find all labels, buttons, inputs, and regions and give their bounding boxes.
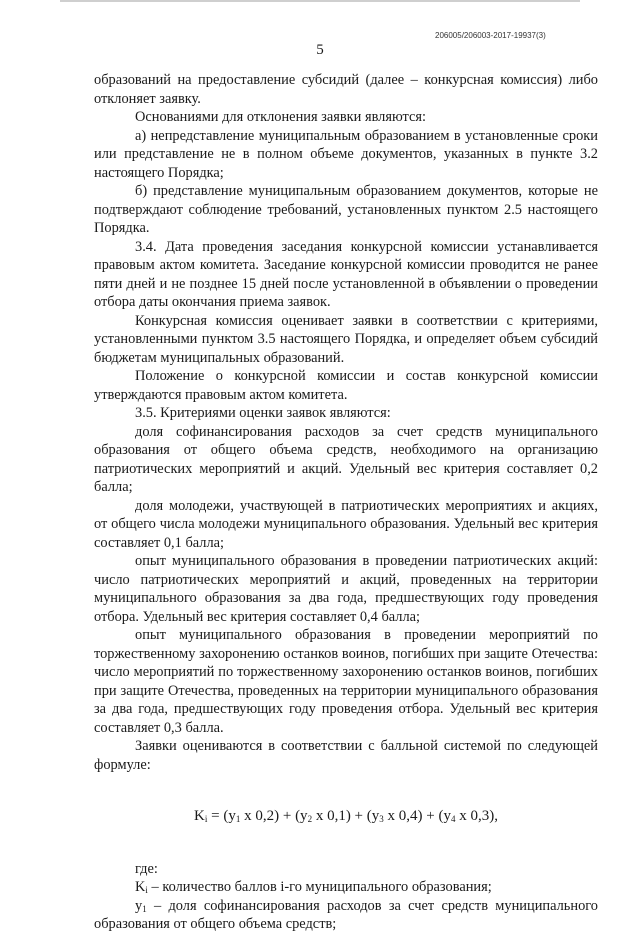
document-id: 206005/206003-2017-19937(3) bbox=[435, 31, 546, 40]
paragraph-item-a: а) непредставление муниципальным образованием в установленные сроки или представление не в полном объеме документов, указанных в пункте 3.2 настоящего Порядка; bbox=[94, 127, 598, 181]
score-formula: $K_i = (y_1$ x $0,2) + (y_2$ x $0,1) + (y_3$ x $0,4) + (y_4$ x 0,3), bbox=[194, 808, 498, 824]
paragraph-commission-regulation: Положение о конкурсной комиссии и состав конкурсной комиссии утверждаются правовым актом комитета. bbox=[94, 368, 598, 403]
paragraph-criterion-1: доля софинансирования расходов за счет средств муниципального образования от общего объема средств, необходимого на организацию патриотических мероприятий и акций. Удельный вес критерия составляет 0,2 балла; bbox=[94, 423, 598, 495]
definition-k: $K_i$ – количество баллов i-го муниципального образования; bbox=[135, 879, 492, 895]
scan-top-edge bbox=[60, 0, 580, 2]
paragraph-criterion-4: опыт муниципального образования в проведении мероприятий по торжественному захоронению останков воинов, погибших при защите Отечества: число мероприятий по торжественному захоронению останков воинов, погибших при защите Отечества, проведенных на территории муниципального образования за два года, предшествующих году проведения отбора. Удельный вес критерия составляет 0,3 балла. bbox=[94, 627, 598, 736]
definition-y1: $y_1$ – доля софинансирования расходов за счет средств муниципального образования от общего объема средств; bbox=[94, 897, 598, 932]
paragraph-criterion-3: опыт муниципального образования в проведении патриотических акций: число патриотических мероприятий и акций, проведенных на территории муниципального образования за два года, предшествующих году проведения отбора. Удельный вес критерия составляет 0,4 балла; bbox=[94, 553, 598, 625]
paragraph-3-5: 3.5. Критериями оценки заявок являются: bbox=[135, 405, 391, 421]
paragraph-continuation: образований на предоставление субсидий (далее – конкурсная комиссия) либо отклоняет заявку. bbox=[94, 72, 598, 107]
paragraph-3-4: 3.4. Дата проведения заседания конкурсной комиссии устанавливается правовым актом комитета. Заседание конкурсной комиссии проводится не ранее пяти дней и не позднее 15 дней после установленной в объявлении о проведении отбора даты окончания приема заявок. bbox=[94, 238, 598, 310]
document-body bbox=[94, 71, 598, 934]
page-number: 5 bbox=[316, 42, 324, 58]
paragraph-commission-evaluates: Конкурсная комиссия оценивает заявки в соответствии с критериями, установленными пунктом 3.5 настоящего Порядка, и определяет объем субсидий бюджетам муниципальных образований. bbox=[94, 312, 598, 366]
paragraph-criterion-2: доля молодежи, участвующей в патриотических мероприятиях и акциях, от общего числа молодежи муниципального образования. Удельный вес критерия составляет 0,1 балла; bbox=[94, 497, 598, 551]
paragraph-item-b: б) представление муниципальным образованием документов, которые не подтверждают соблюдение требований, установленных пунктом 2.5 настоящего Порядка. bbox=[94, 183, 598, 236]
paragraph-where: где: bbox=[135, 860, 158, 877]
paragraph-rejection-grounds: Основаниями для отклонения заявки являются: bbox=[135, 109, 427, 125]
paragraph-formula-intro: Заявки оцениваются в соответствии с балльной системой по следующей формуле: bbox=[94, 738, 598, 773]
